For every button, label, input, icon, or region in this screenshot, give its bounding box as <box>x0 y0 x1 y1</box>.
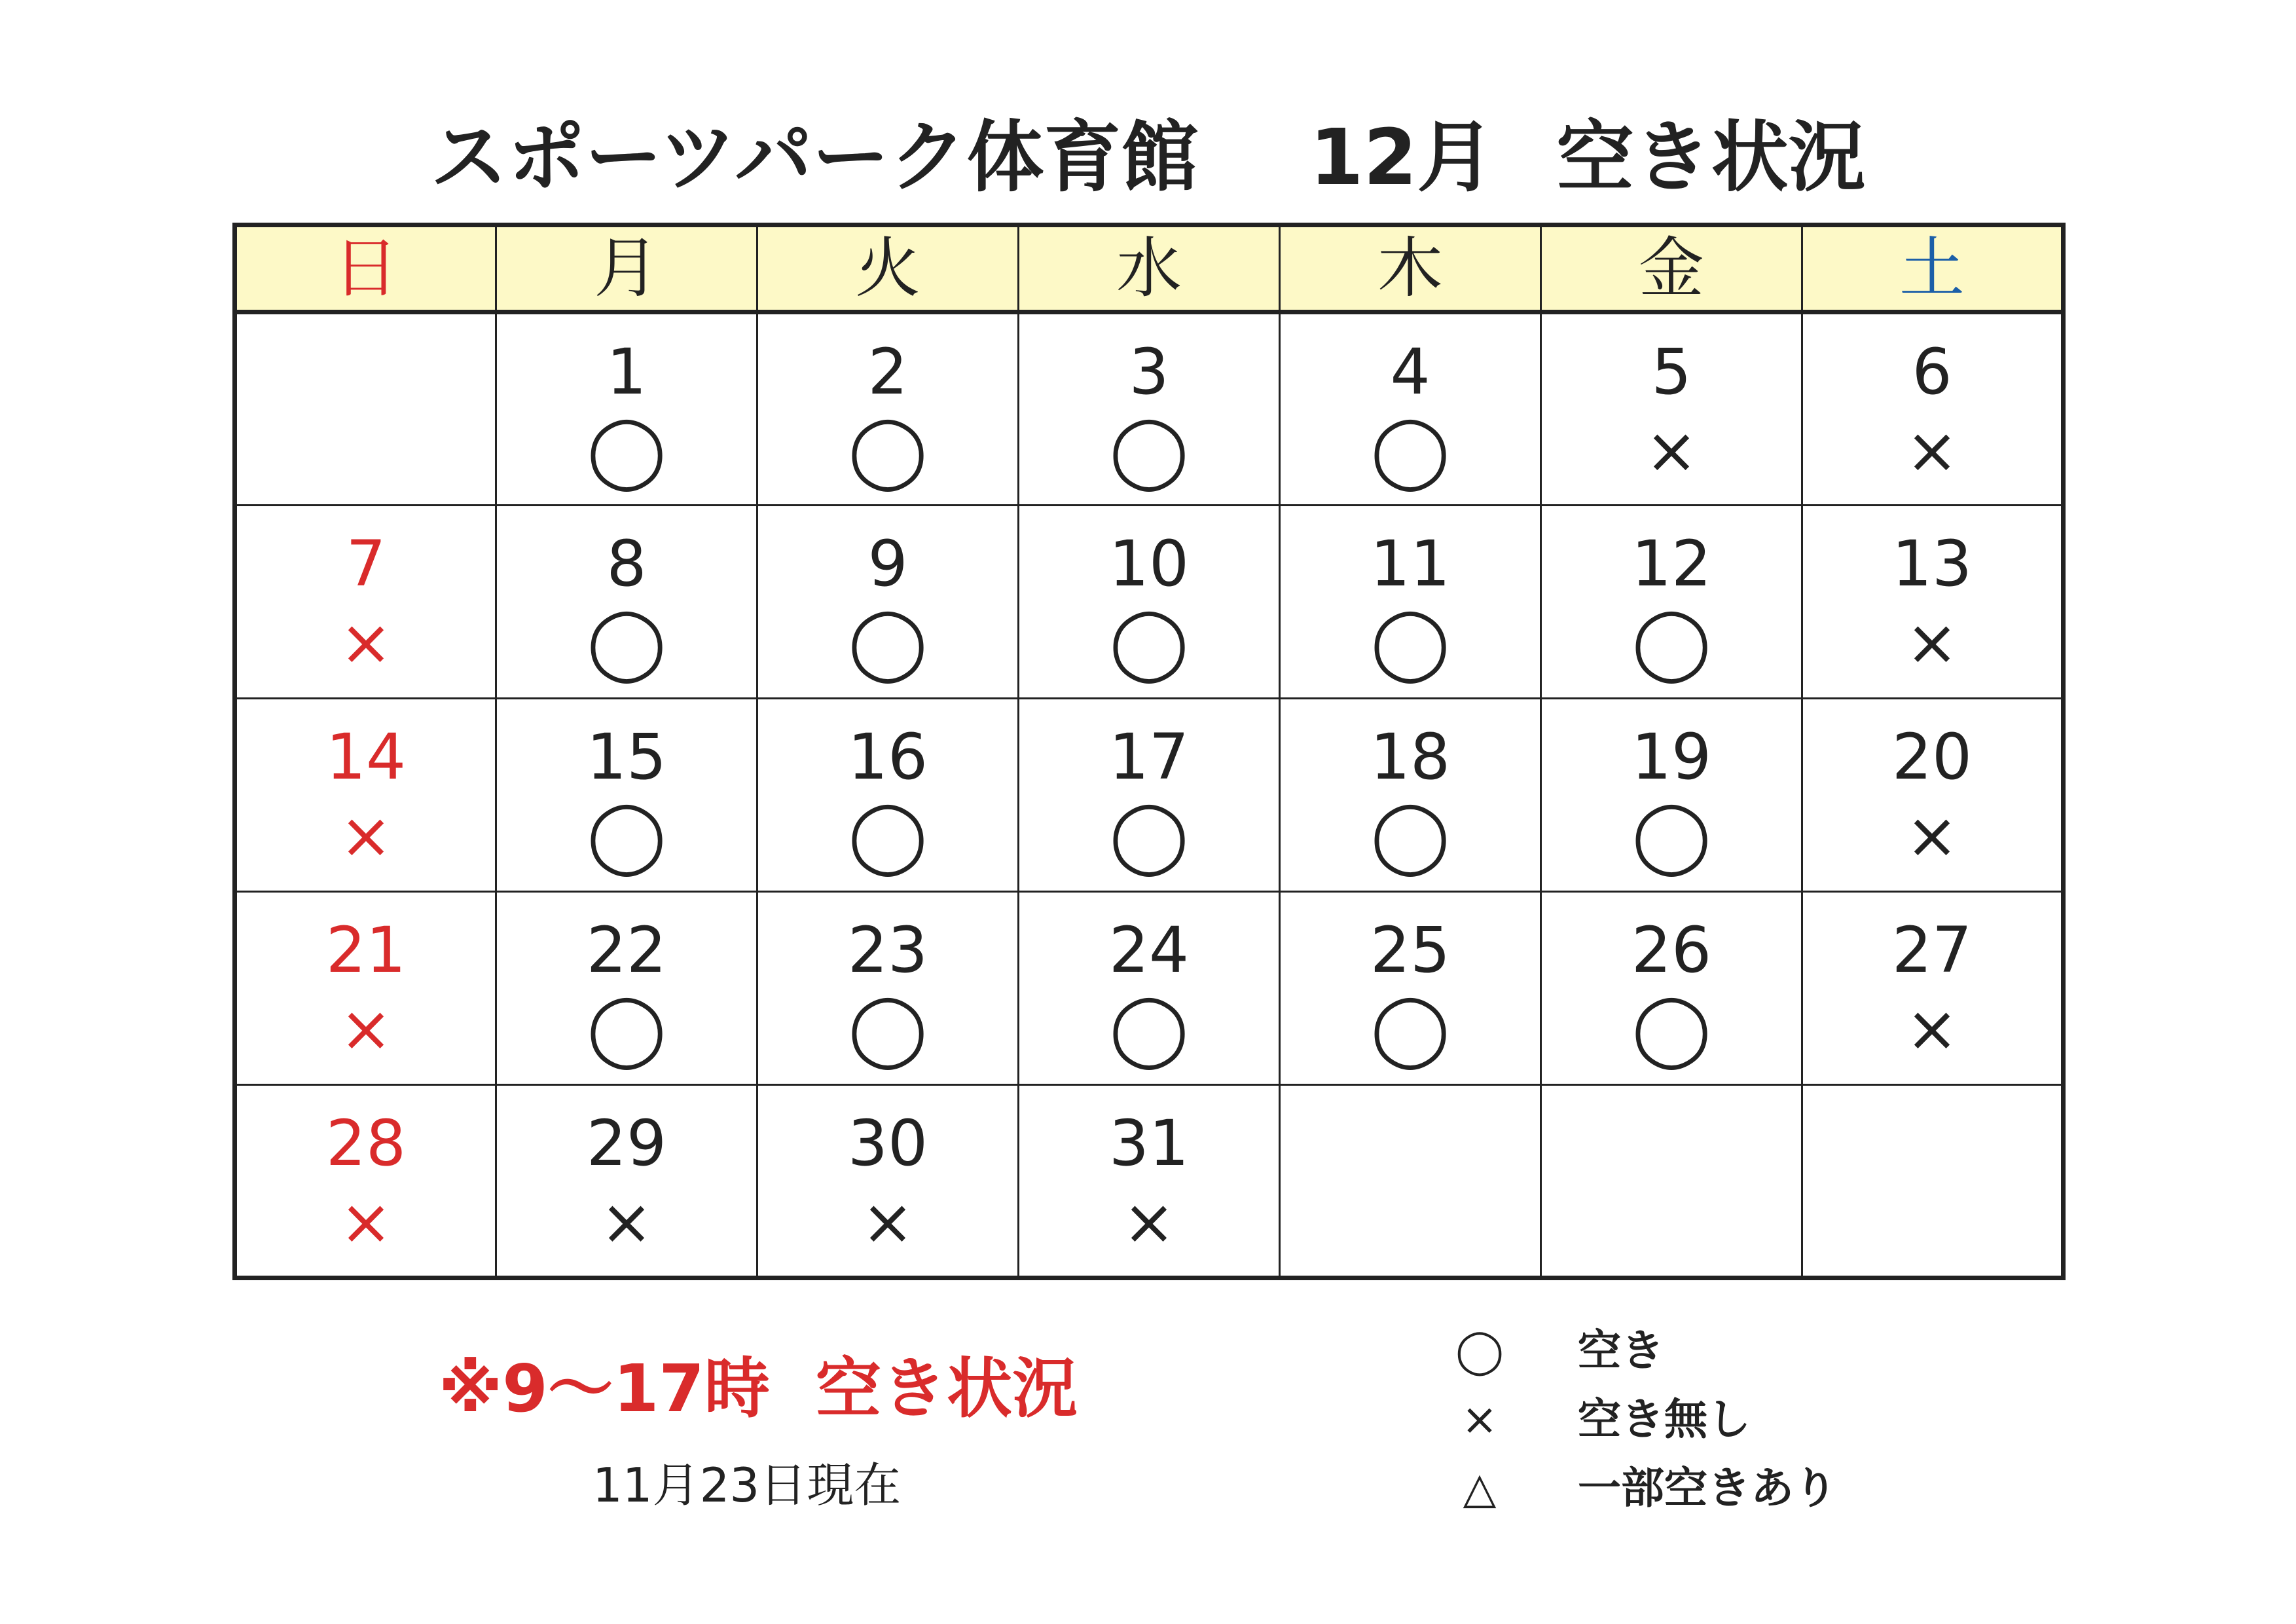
triangle-icon: △ <box>1463 1463 1497 1513</box>
weekday-sun: 日 <box>235 225 496 312</box>
day-number: 21 <box>325 913 407 987</box>
calendar-week-row <box>235 699 2064 892</box>
calendar-day-cell <box>1019 1085 1280 1278</box>
unavailable-cross-icon: × <box>1905 799 1959 872</box>
calendar-day-cell <box>757 312 1019 506</box>
available-circle-icon: ◯ <box>587 409 666 491</box>
day-number: 26 <box>1631 913 1712 987</box>
calendar-day-cell <box>235 312 496 506</box>
hours-note-status: 空き状況 <box>815 1350 1078 1427</box>
legend-label-unavailable: 空き無し <box>1578 1394 1751 1445</box>
weekday-sat: 土 <box>1802 225 2064 312</box>
available-circle-icon: ◯ <box>1109 409 1189 491</box>
unavailable-cross-icon: × <box>1122 1185 1176 1259</box>
day-number: 10 <box>1108 527 1190 600</box>
day-number: 25 <box>1370 913 1451 987</box>
day-number: 2 <box>867 335 908 409</box>
day-number: 27 <box>1891 913 1973 987</box>
title-facility: スポーツパーク体育館 <box>430 112 1199 202</box>
calendar-day-cell <box>1541 1085 1802 1278</box>
day-number: 30 <box>847 1107 928 1180</box>
available-circle-icon: ◯ <box>1370 987 1450 1069</box>
calendar-day-cell <box>1541 312 1802 506</box>
day-number: 19 <box>1631 720 1712 794</box>
available-circle-icon: ◯ <box>848 409 928 491</box>
day-number: 17 <box>1108 720 1190 794</box>
calendar-week-row <box>235 312 2064 506</box>
available-circle-icon: ◯ <box>1370 601 1450 683</box>
calendar-day-cell <box>1802 892 2064 1085</box>
available-circle-icon: ◯ <box>587 601 666 683</box>
day-number: 14 <box>325 720 407 794</box>
title-month: 12月 <box>1309 112 1495 202</box>
as-of-date: 11月23日現在 <box>592 1458 902 1513</box>
day-number: 24 <box>1108 913 1190 987</box>
unavailable-cross-icon: × <box>1905 606 1959 679</box>
day-number: 31 <box>1108 1107 1190 1180</box>
weekday-fri: 金 <box>1541 225 1802 312</box>
legend-row-available <box>1440 1316 1899 1385</box>
unavailable-cross-icon: × <box>339 799 393 872</box>
availability-calendar <box>232 223 2066 1280</box>
calendar-day-cell <box>496 892 757 1085</box>
available-circle-icon: ◯ <box>1631 601 1711 683</box>
calendar-week-row <box>235 892 2064 1085</box>
calendar-day-cell <box>1802 699 2064 892</box>
calendar-day-cell <box>1280 892 1541 1085</box>
day-number: 29 <box>586 1107 667 1180</box>
unavailable-cross-icon: × <box>1905 414 1959 487</box>
available-circle-icon: ◯ <box>1109 987 1189 1069</box>
calendar-day-cell <box>1541 506 1802 699</box>
calendar-day-cell <box>496 1085 757 1278</box>
available-circle-icon: ◯ <box>587 987 666 1069</box>
calendar-day-cell <box>757 892 1019 1085</box>
unavailable-cross-icon: × <box>339 992 393 1065</box>
legend-label-partial: 一部空きあり <box>1578 1463 1837 1513</box>
calendar-day-cell <box>1541 699 1802 892</box>
calendar-day-cell <box>1280 1085 1541 1278</box>
calendar-week-row <box>235 506 2064 699</box>
calendar-day-cell <box>757 699 1019 892</box>
day-number: 1 <box>606 335 647 409</box>
calendar-body <box>235 312 2064 1278</box>
calendar-day-cell <box>235 892 496 1085</box>
calendar-day-cell <box>496 312 757 506</box>
day-number: 11 <box>1370 527 1451 600</box>
available-circle-icon: ◯ <box>1109 794 1189 876</box>
day-number: 7 <box>346 527 386 600</box>
day-number: 6 <box>1912 335 1952 409</box>
available-circle-icon: ◯ <box>1631 794 1711 876</box>
day-number: 13 <box>1891 527 1973 600</box>
calendar-day-cell <box>1541 892 1802 1085</box>
weekday-tue: 火 <box>757 225 1019 312</box>
calendar-day-cell <box>235 1085 496 1278</box>
calendar-week-row <box>235 1085 2064 1278</box>
calendar-day-cell <box>235 699 496 892</box>
calendar-day-cell <box>1280 699 1541 892</box>
hours-note <box>439 1336 1078 1430</box>
unavailable-cross-icon: × <box>1905 992 1959 1065</box>
calendar-day-cell <box>496 699 757 892</box>
calendar-day-cell <box>1802 1085 2064 1278</box>
day-number: 9 <box>867 527 908 600</box>
calendar-day-cell <box>1802 506 2064 699</box>
calendar-day-cell <box>1802 312 2064 506</box>
day-number: 20 <box>1891 720 1973 794</box>
legend <box>1440 1316 1899 1522</box>
unavailable-cross-icon: × <box>861 1185 915 1259</box>
title-status: 空き状況 <box>1556 112 1866 202</box>
day-number: 22 <box>586 913 667 987</box>
legend-row-unavailable <box>1440 1385 1899 1454</box>
circle-icon: ◯ <box>1455 1325 1504 1376</box>
day-number: 15 <box>586 720 667 794</box>
day-number: 4 <box>1390 335 1430 409</box>
calendar-day-cell <box>757 1085 1019 1278</box>
cross-icon: × <box>1461 1394 1498 1445</box>
available-circle-icon: ◯ <box>587 794 666 876</box>
calendar-day-cell <box>1280 312 1541 506</box>
day-number: 23 <box>847 913 928 987</box>
weekday-wed: 水 <box>1019 225 1280 312</box>
available-circle-icon: ◯ <box>848 987 928 1069</box>
day-number: 18 <box>1370 720 1451 794</box>
hours-note-hours: ※9～17時 <box>439 1350 770 1427</box>
day-number: 5 <box>1651 335 1692 409</box>
calendar-day-cell <box>496 506 757 699</box>
calendar-day-cell <box>1019 699 1280 892</box>
available-circle-icon: ◯ <box>1631 987 1711 1069</box>
legend-row-partial <box>1440 1454 1899 1522</box>
calendar-day-cell <box>1019 892 1280 1085</box>
day-number: 16 <box>847 720 928 794</box>
unavailable-cross-icon: × <box>339 606 393 679</box>
available-circle-icon: ◯ <box>1370 794 1450 876</box>
day-number: 3 <box>1129 335 1169 409</box>
calendar-day-cell <box>1280 506 1541 699</box>
calendar-day-cell <box>1019 312 1280 506</box>
available-circle-icon: ◯ <box>1370 409 1450 491</box>
calendar-day-cell <box>235 506 496 699</box>
day-number: 28 <box>325 1107 407 1180</box>
calendar-day-cell <box>1019 506 1280 699</box>
weekday-thu: 木 <box>1280 225 1541 312</box>
legend-label-available: 空き <box>1578 1325 1664 1376</box>
weekday-header-row <box>235 225 2064 312</box>
page-title <box>0 98 2296 216</box>
unavailable-cross-icon: × <box>339 1185 393 1259</box>
available-circle-icon: ◯ <box>848 601 928 683</box>
unavailable-cross-icon: × <box>600 1185 653 1259</box>
calendar-day-cell <box>757 506 1019 699</box>
day-number: 8 <box>606 527 647 600</box>
available-circle-icon: ◯ <box>1109 601 1189 683</box>
available-circle-icon: ◯ <box>848 794 928 876</box>
day-number: 12 <box>1631 527 1712 600</box>
unavailable-cross-icon: × <box>1645 414 1698 487</box>
weekday-mon: 月 <box>496 225 757 312</box>
